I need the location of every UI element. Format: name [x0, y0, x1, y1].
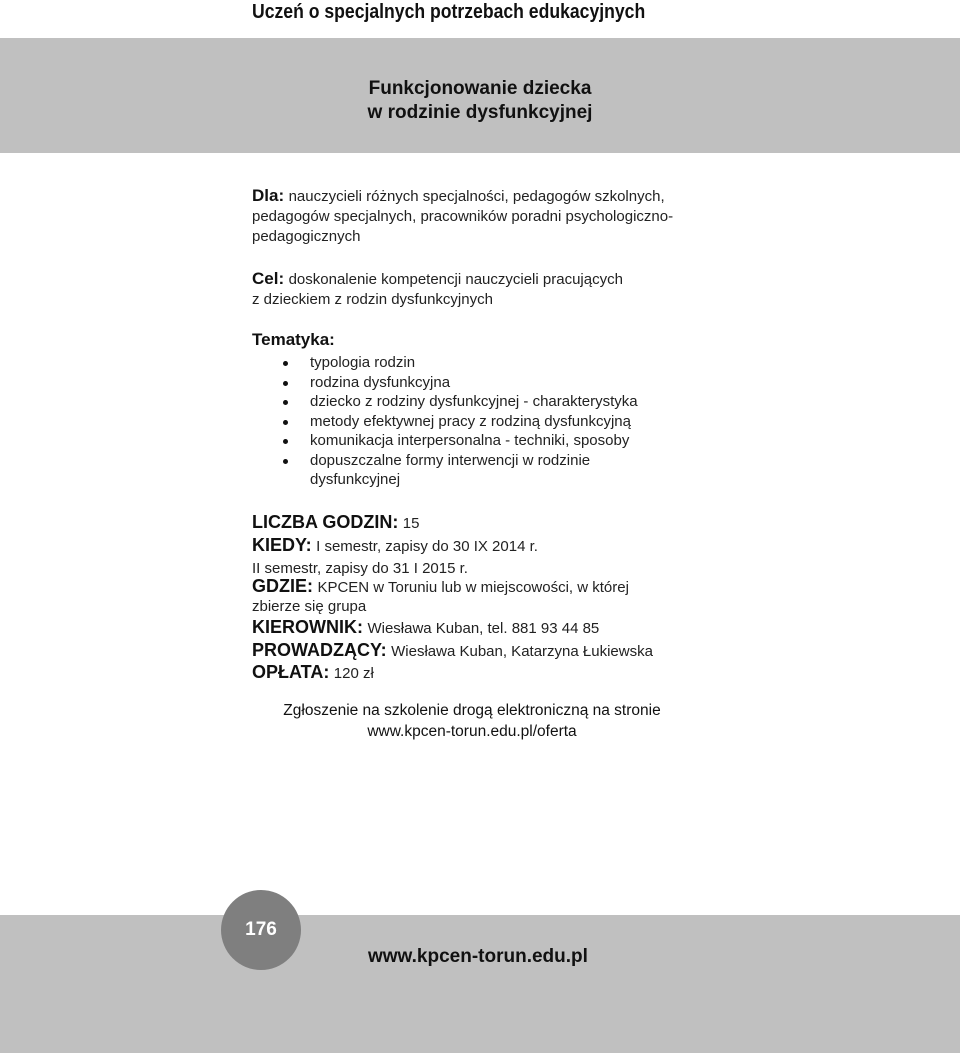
where-value-2: zbierze się grupa: [252, 598, 367, 615]
audience-text-line3: pedagogicznych: [252, 228, 361, 245]
topics-label: Tematyka:: [252, 330, 335, 349]
topic-item: metody efektywnej pracy z rodziną dysfunkcyjną: [252, 412, 690, 432]
topic-item-continuation: dysfunkcyjnej: [310, 471, 401, 488]
hours-line: [252, 512, 419, 533]
topic-item: rodzina dysfunkcyjna: [252, 373, 690, 393]
audience-label: Dla:: [252, 186, 285, 205]
running-header: Uczeń o specjalnych potrzebach edukacyjnych: [252, 1, 646, 23]
signup-note: [252, 700, 692, 742]
topic-item: komunikacja interpersonalna - techniki, sposoby: [252, 431, 690, 451]
signup-link[interactable]: www.kpcen-torun.edu.pl/oferta: [367, 723, 577, 740]
audience-text-line2: pedagogów specjalnych, pracowników poradni psychologiczno-: [252, 208, 674, 225]
audience-text-line1: nauczycieli różnych specjalności, pedagogów szkolnych,: [288, 188, 665, 205]
manager-label: KIEROWNIK:: [252, 617, 363, 637]
fee-line: [252, 662, 374, 683]
when-value-2: II semestr, zapisy do 31 I 2015 r.: [252, 560, 468, 577]
topic-item: dziecko z rodziny dysfunkcyjnej - charakterystyka: [252, 392, 690, 412]
course-title-line1: Funkcjonowanie dziecka: [368, 78, 592, 99]
fee-label: OPŁATA:: [252, 662, 330, 682]
topic-item: typologia rodzin: [252, 353, 690, 373]
goal-text-line1: doskonalenie kompetencji nauczycieli pracujących: [288, 271, 623, 288]
footer-website-link[interactable]: www.kpcen-torun.edu.pl: [368, 946, 588, 967]
course-title-line2: w rodzinie dysfunkcyjnej: [367, 102, 593, 123]
when-label: KIEDY:: [252, 535, 312, 555]
topic-item: dopuszczalne formy interwencji w rodzinie: [252, 451, 690, 471]
leaders-label: PROWADZĄCY:: [252, 640, 387, 660]
hours-value: 15: [402, 515, 420, 532]
manager-line: [252, 617, 599, 638]
audience-section: [252, 186, 673, 247]
topics-list: [252, 353, 690, 490]
leaders-value: Wiesława Kuban, Katarzyna Łukiewska: [391, 643, 653, 660]
manager-value: Wiesława Kuban, tel. 881 93 44 85: [367, 620, 600, 637]
where-value-1: KPCEN w Toruniu lub w miejscowości, w której: [317, 579, 629, 596]
footer-band: [0, 915, 960, 1053]
topics-heading-wrap: [252, 330, 335, 351]
page-number-badge: [221, 890, 301, 970]
when-value-1: I semestr, zapisy do 30 IX 2014 r.: [316, 538, 538, 555]
goal-label: Cel:: [252, 269, 285, 288]
signup-line1: Zgłoszenie na szkolenie drogą elektroniczną na stronie: [283, 702, 661, 719]
page-number: 176: [245, 919, 277, 940]
leaders-line: [252, 640, 653, 661]
goal-section: [252, 269, 623, 310]
goal-text-line2: z dzieckiem z rodzin dysfunkcyjnych: [252, 291, 493, 308]
when-line: [252, 535, 538, 556]
where-label: GDZIE:: [252, 576, 313, 596]
fee-value: 120 zł: [333, 665, 374, 682]
where-line: [252, 576, 629, 597]
where-line-2: [252, 598, 366, 616]
hours-label: LICZBA GODZIN:: [252, 512, 399, 532]
